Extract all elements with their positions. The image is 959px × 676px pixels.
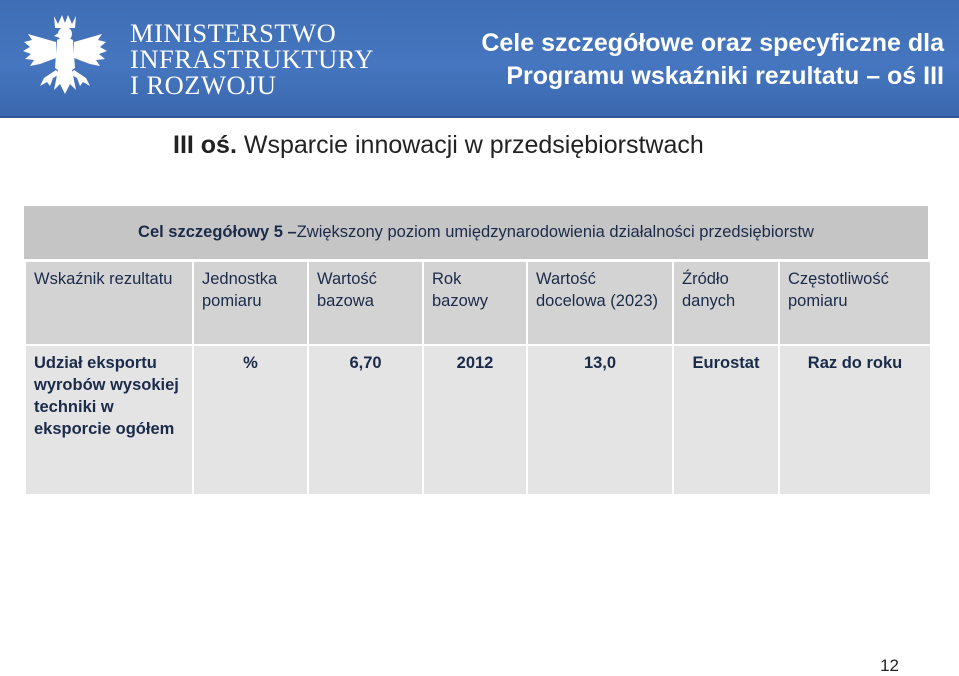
specific-objective-bar	[24, 206, 928, 261]
cell-indicator: Udział eksportu wyrobów wysokiej techniki w eksporcie ogółem	[25, 345, 193, 495]
ministry-line-1: MINISTERSTWO	[130, 18, 337, 48]
header-base-year: Rok bazowy	[423, 261, 527, 345]
header-base-value: Wartość bazowa	[308, 261, 423, 345]
eagle-emblem-icon	[20, 12, 110, 104]
table-header-row	[25, 261, 931, 345]
slide-title-line-1: Cele szczegółowe oraz specyficzne dla	[481, 29, 944, 57]
table-row	[25, 345, 931, 495]
axis-heading	[173, 131, 704, 160]
cell-base-value: 6,70	[308, 345, 423, 495]
slide-title	[481, 27, 944, 93]
cell-unit: %	[193, 345, 308, 495]
header-frequency: Częstotliwość pomiaru	[779, 261, 931, 345]
header-indicator: Wskaźnik rezultatu	[25, 261, 193, 345]
axis-title: Wsparcie innowacji w przedsiębiorstwach	[243, 131, 704, 159]
cell-base-year: 2012	[423, 345, 527, 495]
indicator-table	[24, 260, 932, 496]
ministry-line-3: I ROZWOJU	[130, 70, 277, 100]
header-data-source: Źródło danych	[673, 261, 779, 345]
header-unit: Jednostka pomiaru	[193, 261, 308, 345]
slide-title-line-2: Programu wskaźniki rezultatu – oś III	[506, 62, 944, 90]
axis-prefix: III oś.	[173, 131, 237, 159]
cell-data-source: Eurostat	[673, 345, 779, 495]
cell-target-value: 13,0	[527, 345, 673, 495]
ministry-name	[130, 20, 374, 98]
header-target-value: Wartość docelowa (2023)	[527, 261, 673, 345]
objective-text: Zwiększony poziom umiędzynarodowienia działalności przedsiębiorstw	[296, 223, 814, 241]
banner-divider	[0, 116, 959, 118]
page-number: 12	[880, 656, 899, 675]
objective-prefix: Cel szczegółowy 5 –	[138, 223, 297, 241]
cell-frequency: Raz do roku	[779, 345, 931, 495]
ministry-line-2: INFRASTRUKTURY	[130, 44, 375, 74]
